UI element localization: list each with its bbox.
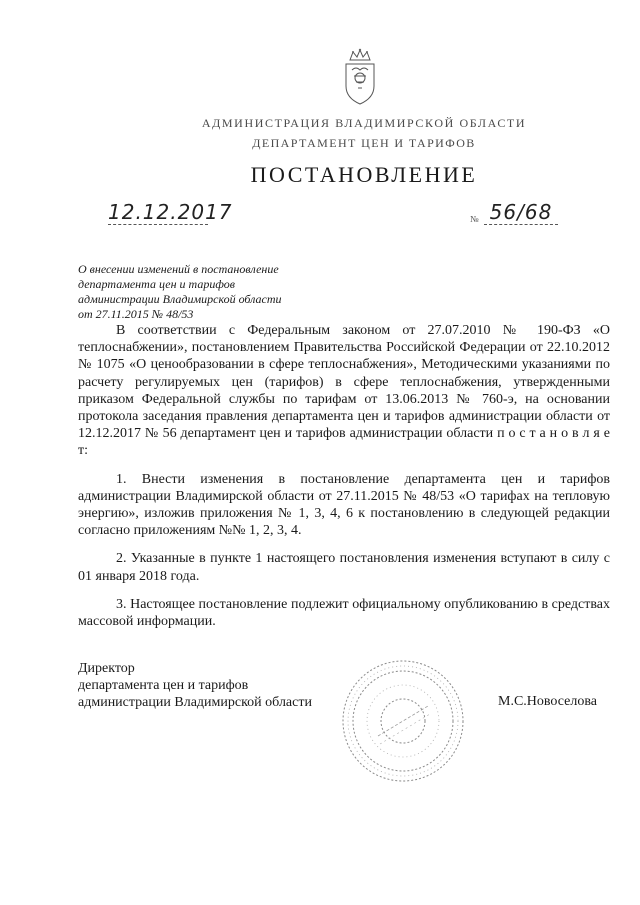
clause-3-paragraph: 3. Настоящее постановление подлежит официальному опубликованию в средствах массовой информации. [78,596,610,630]
subject-line: от 27.11.2015 № 48/53 [78,307,194,321]
preamble-paragraph: В соответствии с Федеральным законом от 27.07.2010 № 190-ФЗ «О теплоснабжении», постановлением Правительства Российской Федерации от 22.10.2012 № 1075 «О ценообразовании в сфере теплоснабжения», Методическими указаниями по расчету регулируемых цен (тарифов) в сфере теплоснабжения, утвержденными приказом Федеральной службы по тарифам от 13.06.2013 № 760-э, на основании протокола заседания правления департамента цен и тарифов администрации области от 12.12.2017 № 56 департамент цен и тарифов администрации области п о с т а н о в л я е т: [78,323,610,459]
clause-1-paragraph: 1. Внести изменения в постановление департамента цен и тарифов администрации Владимирской области от 27.11.2015 № 48/53 «О тарифах на тепловую энергию», изложив приложения № 1, 3, 4, 6 к постановлению в следующей редакции согласно приложениям №№ 1, 2, 3, 4. [78,471,610,539]
document-number: 56/68 [484,200,558,225]
subject-line: департамента цен и тарифов [78,277,235,291]
signer-name: М.С.Новоселова [498,694,597,709]
document-body [78,322,610,630]
document-title: ПОСТАНОВЛЕНИЕ [250,162,478,187]
signer-title [78,660,338,711]
signer-title-line: администрации Владимирской области [78,695,312,710]
document-date: 12.12.2017 [108,200,233,224]
clause-2-paragraph: 2. Указанные в пункте 1 настоящего постановления изменения вступают в силу с 01 января 2018 года. [78,551,610,584]
org-name-administration: АДМИНИСТРАЦИЯ ВЛАДИМИРСКОЙ ОБЛАСТИ [201,116,527,130]
coat-of-arms-icon [336,48,384,106]
document-subject [78,262,338,322]
round-stamp-icon [338,656,468,786]
subject-line: О внесении изменений в постановление [78,262,279,276]
subject-line: администрации Владимирской области [78,292,282,306]
signer-title-line: департамента цен и тарифов [78,678,249,693]
number-sign: № [470,214,479,224]
signer-title-line: Директор [78,661,135,676]
org-name-department: ДЕПАРТАМЕНТ ЦЕН И ТАРИФОВ [252,136,476,150]
